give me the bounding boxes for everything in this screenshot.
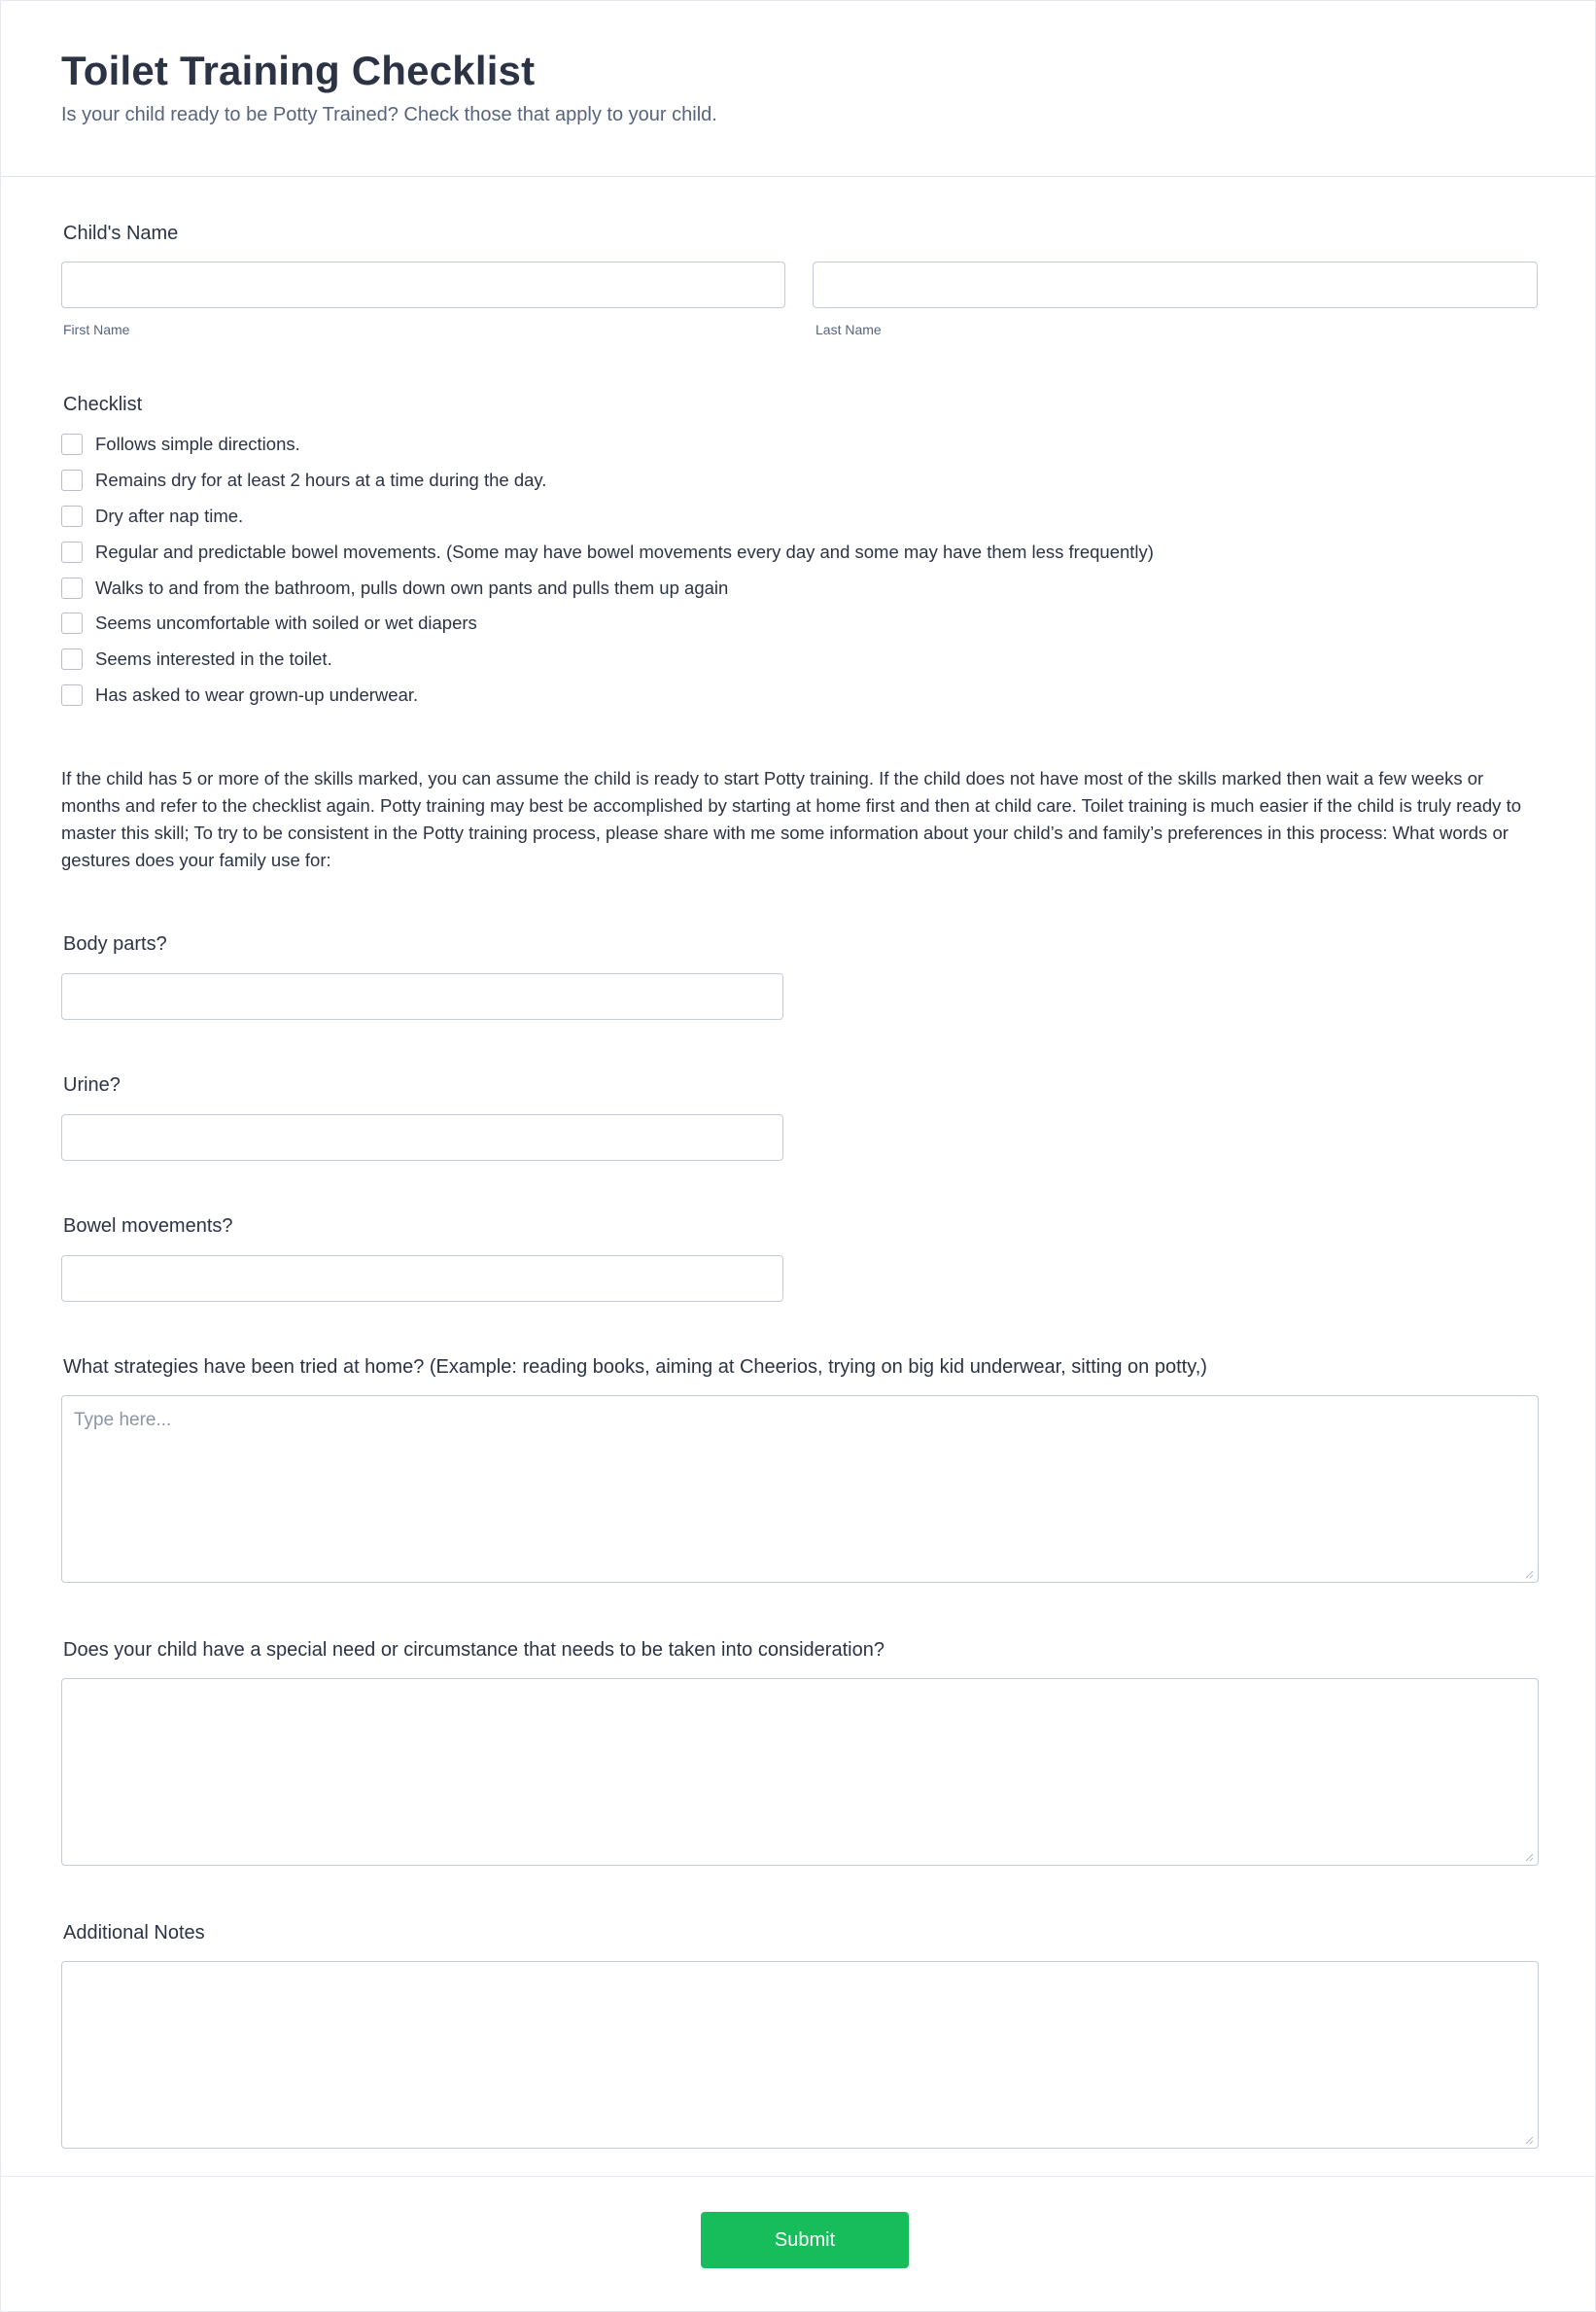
resize-grip-icon[interactable] <box>1524 1569 1534 1579</box>
childs-name-label: Child's Name <box>63 223 179 244</box>
checklist-item-label: Has asked to wear grown-up underwear. <box>95 684 419 705</box>
additional-notes-label: Additional Notes <box>63 1922 205 1944</box>
urine-input[interactable] <box>61 1114 783 1161</box>
body-parts-label: Body parts? <box>63 933 167 955</box>
checklist-item[interactable] <box>61 648 332 671</box>
special-need-textarea[interactable] <box>61 1678 1539 1866</box>
checklist-item-label: Dry after nap time. <box>95 506 244 526</box>
checklist-item-label: Follows simple directions. <box>95 434 300 454</box>
resize-grip-icon[interactable] <box>1524 2135 1534 2145</box>
checklist-item-label: Seems uncomfortable with soiled or wet diapers <box>95 613 477 633</box>
checklist-item[interactable] <box>61 469 546 492</box>
checkbox[interactable] <box>61 684 83 706</box>
submit-button[interactable]: Submit <box>701 2212 909 2268</box>
additional-notes-textarea[interactable] <box>61 1961 1539 2149</box>
first-name-sublabel: First Name <box>63 322 130 337</box>
checklist-item[interactable] <box>61 577 728 600</box>
resize-grip-icon[interactable] <box>1524 1852 1534 1862</box>
body-parts-input[interactable] <box>61 973 783 1020</box>
checklist-item[interactable] <box>61 505 243 528</box>
info-paragraph: If the child has 5 or more of the skills marked, you can assume the child is ready to start Potty training. If the child does not have most of the skills marked then wait a few weeks or months and refer to the checklist again. Potty training may best be accomplished by starting at home first and then at child care. Toilet training is much easier if the child is truly ready to master this skill; To try to be consistent in the Potty training process, please share with me some information about your child’s and family’s preferences in this process: What words or gestures does your family use for: <box>61 768 1521 870</box>
bowel-movements-input[interactable] <box>61 1255 783 1302</box>
form-subtitle: Is your child ready to be Potty Trained? Check those that apply to your child. <box>61 104 717 125</box>
checkbox[interactable] <box>61 613 83 634</box>
last-name-input[interactable] <box>813 262 1538 308</box>
checklist-item-label: Walks to and from the bathroom, pulls down own pants and pulls them up again <box>95 578 729 598</box>
checklist-item-label: Remains dry for at least 2 hours at a time during the day. <box>95 470 547 490</box>
footer-divider <box>1 2176 1596 2177</box>
checkbox[interactable] <box>61 648 83 670</box>
checklist-item[interactable] <box>61 683 418 707</box>
last-name-sublabel: Last Name <box>815 322 882 337</box>
checkbox[interactable] <box>61 542 83 563</box>
checklist-item-label: Seems interested in the toilet. <box>95 648 332 669</box>
checklist-item[interactable] <box>61 612 477 635</box>
special-need-label: Does your child have a special need or circumstance that needs to be taken into consideration? <box>63 1639 885 1661</box>
strategies-label: What strategies have been tried at home? (Example: reading books, aiming at Cheerios, trying on big kid underwear, sitting on potty,) <box>63 1356 1207 1378</box>
checklist-label: Checklist <box>63 394 143 415</box>
first-name-input[interactable] <box>61 262 785 308</box>
bowel-movements-label: Bowel movements? <box>63 1215 233 1237</box>
strategies-textarea[interactable] <box>61 1395 1539 1583</box>
urine-label: Urine? <box>63 1074 121 1096</box>
form-header <box>1 1 1596 177</box>
checkbox[interactable] <box>61 578 83 599</box>
checkbox[interactable] <box>61 506 83 527</box>
checklist-item[interactable] <box>61 541 1154 564</box>
form-title: Toilet Training Checklist <box>61 48 536 93</box>
checkbox[interactable] <box>61 470 83 491</box>
checklist-item[interactable] <box>61 433 300 456</box>
checklist-item-label: Regular and predictable bowel movements. (Some may have bowel movements every day and some may have them less frequently) <box>95 542 1154 562</box>
checkbox[interactable] <box>61 434 83 455</box>
